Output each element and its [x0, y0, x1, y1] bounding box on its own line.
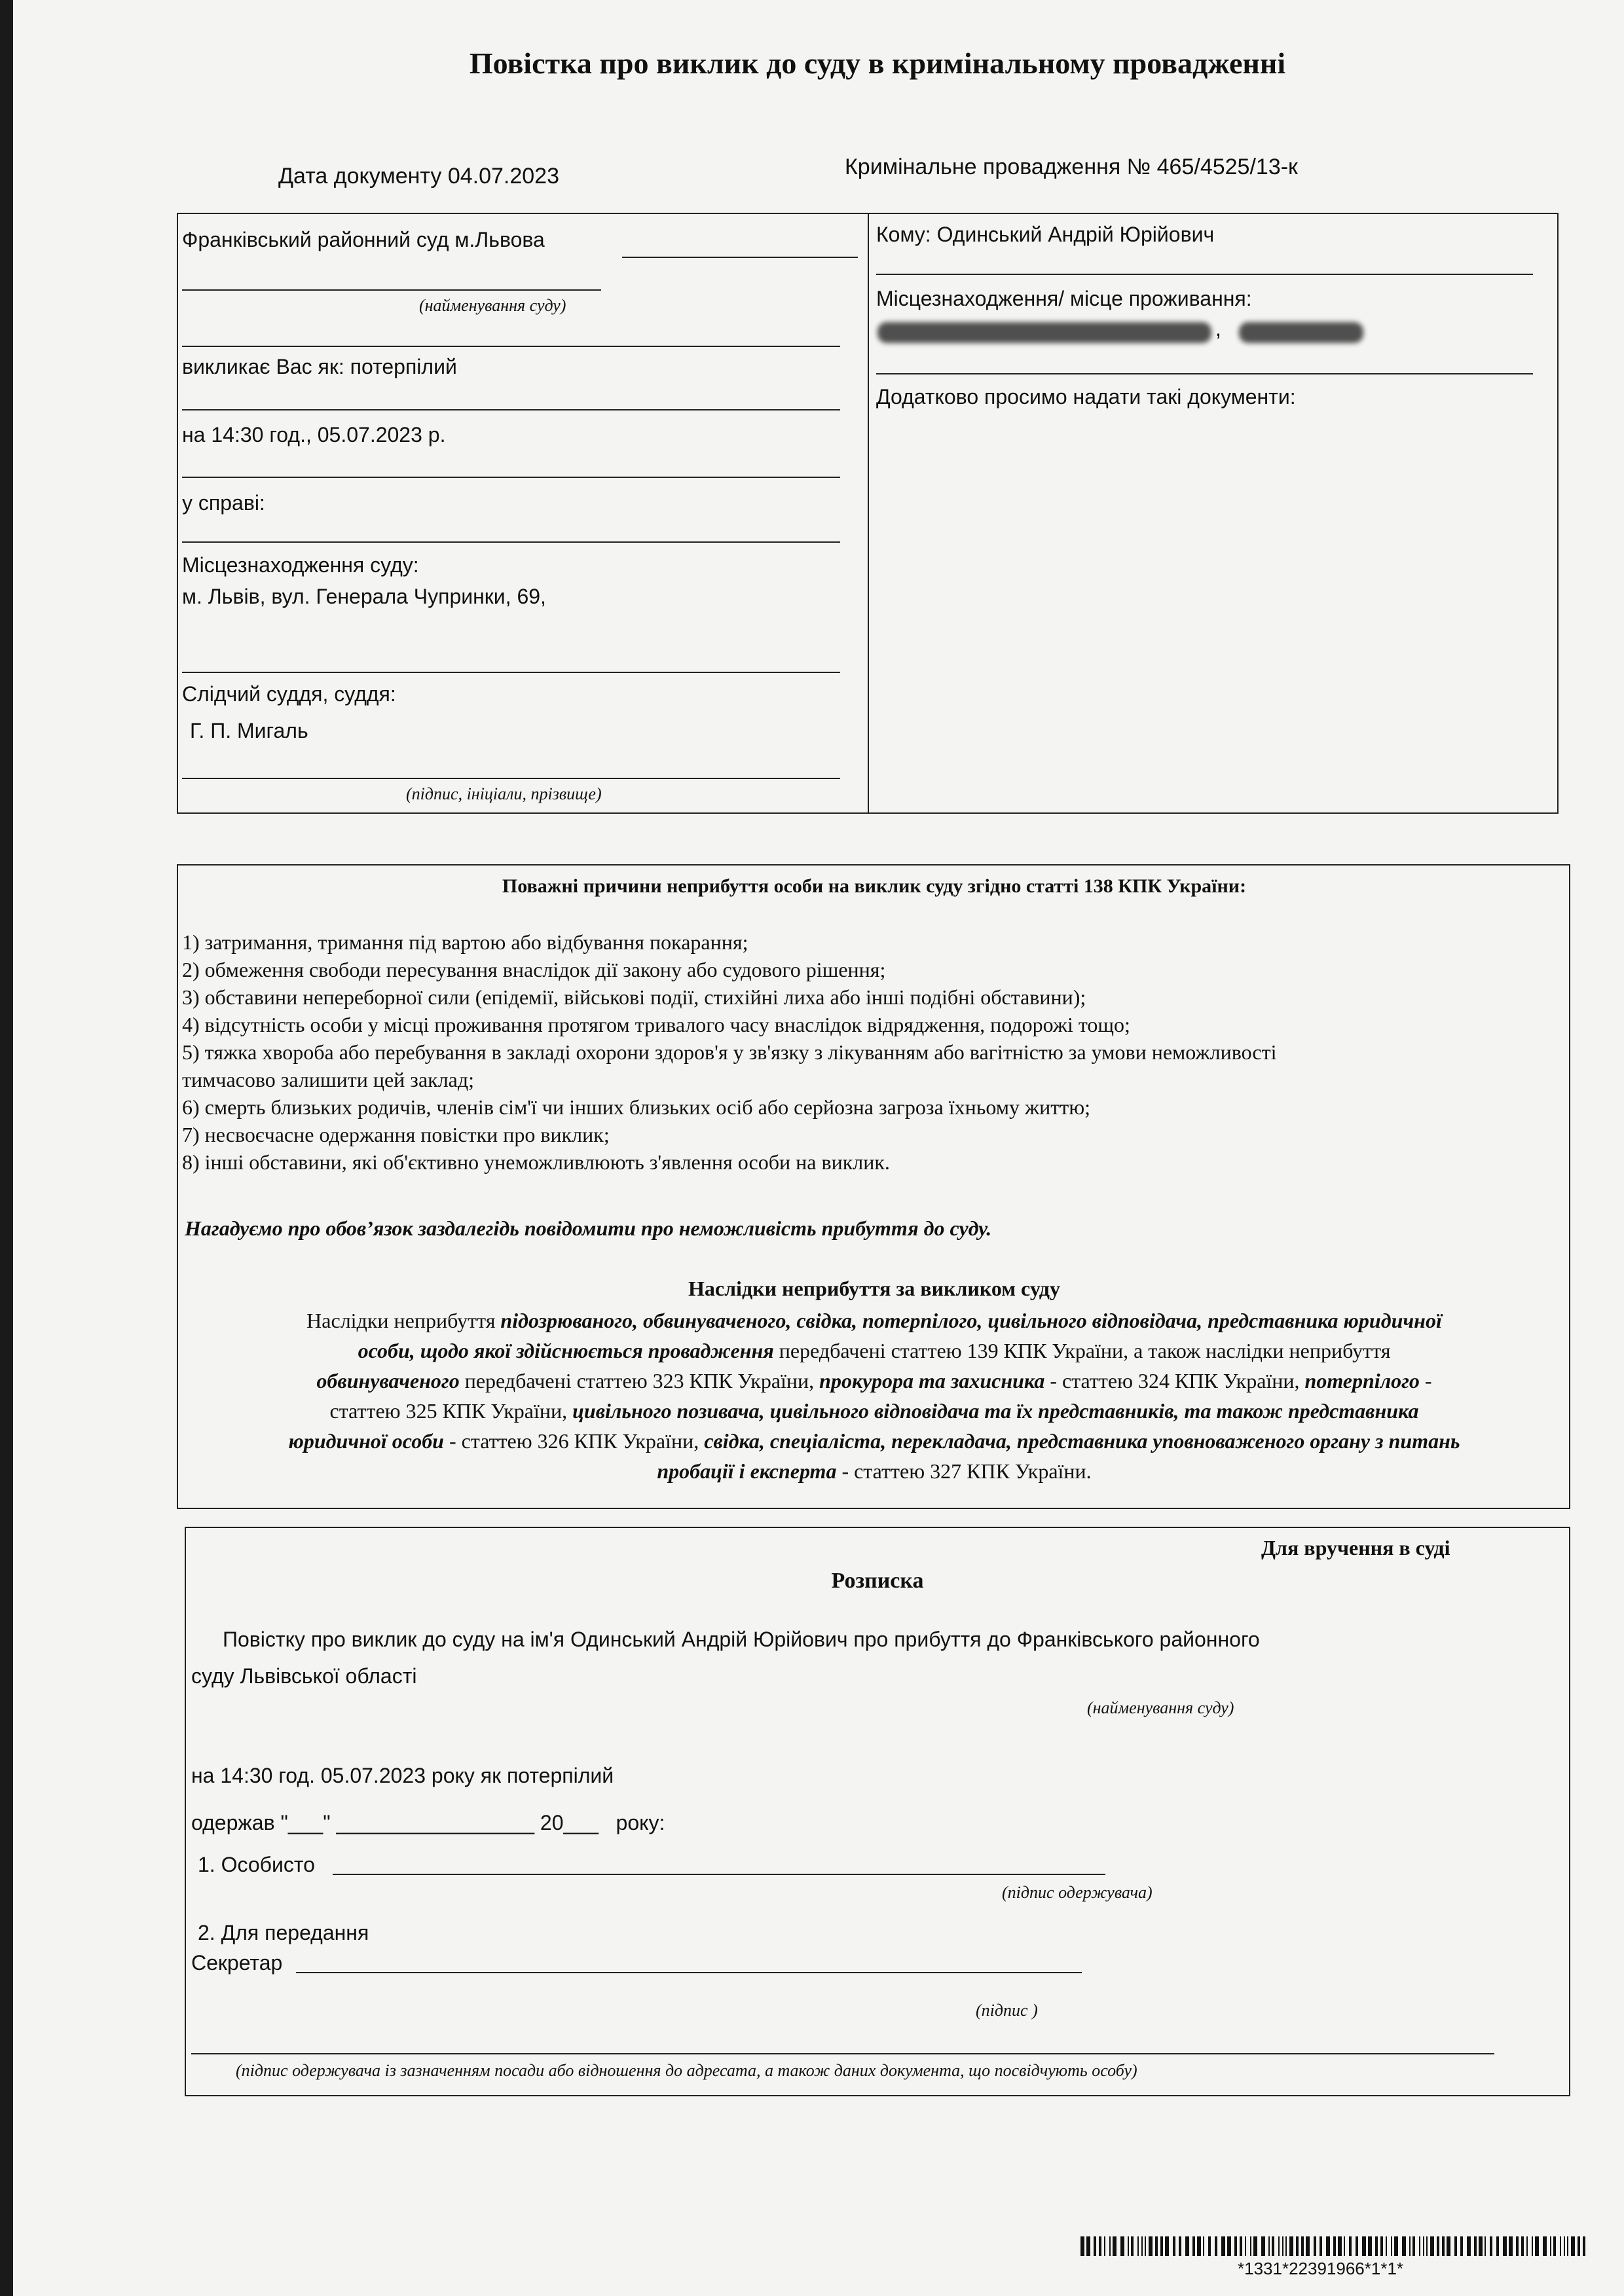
reason-item: 4) відсутність особи у місці проживання протягом тривалого часу внаслідок відрядження, подорожі тощо;: [182, 1013, 1130, 1036]
emphasis-run: обвинуваченого: [316, 1369, 460, 1393]
barcode-bar: [1245, 2236, 1246, 2256]
case-line: у справі:: [182, 491, 265, 515]
barcode-bar: [1301, 2236, 1304, 2256]
barcode-bar: [1165, 2236, 1169, 2256]
barcode-bar: [1149, 2236, 1153, 2256]
consequences-heading: Наслідки неприбуття за викликом суду: [688, 1277, 1060, 1300]
barcode-bar: [1553, 2236, 1556, 2256]
barcode-bar: [1460, 2236, 1463, 2256]
barcode-bar: [1333, 2236, 1336, 2256]
emphasis-run: прокурора та захисника: [819, 1369, 1045, 1393]
barcode-bar: [1120, 2236, 1124, 2256]
barcode-bar: [1215, 2236, 1217, 2256]
transfer-label: 2. Для передання: [198, 1921, 369, 1944]
reason-item: 2) обмеження свободи пересування внаслідок дії закону або судового рішення;: [182, 958, 886, 981]
barcode-bar: [1503, 2236, 1507, 2256]
receipt-paragraph-line2: суду Львівської області: [191, 1664, 417, 1688]
rule-4: [182, 541, 840, 543]
barcode-bar: [1160, 2236, 1163, 2256]
rule-5: [182, 672, 840, 673]
rule-2: [182, 409, 840, 410]
reasons-list: [182, 928, 1564, 1176]
barcode-bar: [1253, 2236, 1257, 2256]
barcode-bar: [1296, 2236, 1299, 2256]
for-court-label: Для вручення в суді: [1261, 1536, 1450, 1559]
reason-item: 3) обставини непереборної сили (епідемії, військові події, стихійні лиха або інші подібні обставини);: [182, 985, 1086, 1009]
barcode-bar: [1474, 2236, 1477, 2256]
barcode-bar: [1583, 2236, 1585, 2256]
emphasis-run: особи, щодо якої здійснюється провадження: [358, 1339, 774, 1362]
barcode-bar: [1430, 2236, 1434, 2256]
personally-label: 1. Особисто: [198, 1853, 315, 1876]
receipt-time-line: на 14:30 год. 05.07.2023 року як потерпілий: [191, 1764, 614, 1787]
barcode-bar: [1447, 2236, 1450, 2256]
documents-label: Додатково просимо надати такі документи:: [876, 385, 1296, 409]
reason-item: 8) інші обставини, які об'єктивно унеможливлюють з'явлення особи на виклик.: [182, 1150, 890, 1174]
emphasis-run: юридичної особи: [288, 1429, 444, 1453]
barcode-bar: [1320, 2236, 1322, 2256]
barcode-bar: [1496, 2236, 1499, 2256]
barcode-bar: [1099, 2236, 1101, 2256]
barcode-bar: [1314, 2236, 1316, 2256]
personally-caption: (підпис одержувача): [1002, 1883, 1153, 1902]
barcode-bar: [1391, 2236, 1392, 2256]
barcode-bar: [1109, 2236, 1111, 2256]
barcode-bar: [1289, 2236, 1293, 2256]
barcode-bar: [1080, 2236, 1084, 2256]
barcode-bar: [1412, 2236, 1415, 2256]
barcode-bar: [1526, 2236, 1528, 2256]
barcode-bar: [1521, 2236, 1524, 2256]
reminder-text: Нагадуємо про обов’язок заздалегідь повідомити про неможливість прибуття до суду.: [185, 1216, 992, 1240]
consequences-line: [180, 1336, 1568, 1366]
court-location-address: м. Львів, вул. Генерала Чупринки, 69,: [182, 585, 546, 608]
reason-item: 7) несвоєчасне одержання повістки про виклик;: [182, 1123, 610, 1146]
barcode-bar: [1550, 2236, 1551, 2256]
barcode-bar: [1094, 2236, 1096, 2256]
barcode-bar: [1509, 2236, 1513, 2256]
court-name-rule: [182, 289, 601, 291]
receipt-paragraph-line1: Повістку про виклик до суду на ім'я Одинський Андрій Юрійович про прибуття до Франківського районного: [223, 1628, 1260, 1651]
text-run: передбачені статтею 323 КПК України,: [459, 1369, 820, 1393]
barcode-bar: [1362, 2236, 1366, 2256]
barcode-bar: [1419, 2236, 1420, 2256]
barcode-bar: [1306, 2236, 1310, 2256]
summons-as: викликає Вас як: потерпілий: [182, 355, 457, 378]
case-number: Кримінальне провадження № 465/4525/13-к: [845, 155, 1298, 179]
address-separator: ,: [1215, 317, 1221, 340]
barcode-bar: [1394, 2236, 1398, 2256]
barcode-bar: [1268, 2236, 1270, 2256]
barcode-bar: [1338, 2236, 1342, 2256]
judge-caption: (підпис, ініціали, прізвище): [406, 784, 602, 803]
barcode-bar: [1173, 2236, 1175, 2256]
barcode-bar: [1240, 2236, 1242, 2256]
barcode-bar: [1516, 2236, 1519, 2256]
barcode-bar: [1532, 2236, 1533, 2256]
barcode-bar: [1086, 2236, 1090, 2256]
consequences-line: [180, 1396, 1568, 1426]
consequences-text: [180, 1305, 1568, 1486]
barcode-bar: [1137, 2236, 1139, 2256]
barcode-bar: [1104, 2236, 1105, 2256]
court-name-blank: [622, 257, 858, 258]
recipient-name: Кому: Одинський Андрій Юрійович: [876, 223, 1215, 246]
text-run: -: [1419, 1369, 1432, 1393]
barcode-bar: [1535, 2236, 1539, 2256]
emphasis-run: пробації і експерта: [657, 1459, 837, 1483]
barcode-bar: [1467, 2236, 1471, 2256]
emphasis-run: підозрюваного, обвинуваченого, свідка, потерпілого, цивільного відповідача, представника юридичної: [500, 1309, 1442, 1332]
barcode-bar: [1402, 2236, 1406, 2256]
text-run: передбачені статтею 139 КПК України, а також наслідки неприбуття: [773, 1339, 1391, 1362]
document-date: Дата документу 04.07.2023: [278, 164, 559, 189]
redacted-street: [877, 322, 1211, 343]
barcode-bar: [1426, 2236, 1428, 2256]
barcode-bar: [1442, 2236, 1445, 2256]
consequences-line: [180, 1366, 1568, 1396]
received-date-line: одержав "___" _________________ 20___ року:: [191, 1811, 665, 1834]
reason-item: 1) затримання, тримання під вартою або відбування покарання;: [182, 930, 748, 954]
barcode-bar: [1454, 2236, 1457, 2256]
barcode-bar: [1261, 2236, 1265, 2256]
barcode-bar: [1227, 2236, 1231, 2256]
barcode-bar: [1571, 2236, 1575, 2256]
barcode: [1080, 2236, 1585, 2256]
barcode-bar: [1131, 2236, 1134, 2256]
receipt-court-caption: (найменування суду): [1087, 1698, 1234, 1717]
barcode-bar: [1192, 2236, 1195, 2256]
barcode-bar: [1437, 2236, 1439, 2256]
barcode-bar: [1368, 2236, 1372, 2256]
rule-3: [182, 477, 840, 478]
secretary-signature-line: [296, 1972, 1082, 1973]
barcode-bar: [1155, 2236, 1158, 2256]
barcode-bar: [1221, 2236, 1225, 2256]
barcode-bar: [1203, 2236, 1204, 2256]
reason-item: 5) тяжка хвороба або перебування в закладі охорони здоров'я у зв'язку з лікуванням або вагітністю за умови неможливості: [182, 1040, 1277, 1064]
text-run: Наслідки неприбуття: [306, 1309, 501, 1332]
barcode-bar: [1564, 2236, 1565, 2256]
recipient-signature-line: [191, 2053, 1494, 2054]
text-run: - статтею 326 КПК України,: [443, 1429, 705, 1453]
court-location-label: Місцезнаходження суду:: [182, 553, 419, 577]
barcode-bar: [1250, 2236, 1251, 2256]
recipient-caption: (підпис одержувача із зазначенням посади або відношення до адресата, а також даних документа, що посвідчують особу): [236, 2061, 1137, 2080]
barcode-bar: [1179, 2236, 1181, 2256]
column-divider: [868, 213, 869, 814]
court-caption: (найменування суду): [419, 296, 566, 315]
barcode-bar: [1113, 2236, 1116, 2256]
barcode-bar: [1380, 2236, 1383, 2256]
judge-rule: [182, 778, 840, 779]
document-sheet: [13, 0, 1624, 2296]
hearing-time: на 14:30 год., 05.07.2023 р.: [182, 423, 446, 446]
document-title: Повістка про виклик до суду в кримінальному провадженні: [469, 46, 1286, 80]
judge-label: Слідчий суддя, суддя:: [182, 682, 396, 706]
barcode-bar: [1375, 2236, 1378, 2256]
recipient-rule: [876, 274, 1533, 275]
text-run: статтею 325 КПК України,: [329, 1399, 573, 1423]
redacted-city: [1239, 322, 1363, 343]
barcode-bar: [1145, 2236, 1146, 2256]
barcode-bar: [1208, 2236, 1211, 2256]
barcode-bar: [1141, 2236, 1143, 2256]
barcode-bar: [1285, 2236, 1287, 2256]
barcode-bar: [1409, 2236, 1411, 2256]
barcode-bar: [1479, 2236, 1483, 2256]
emphasis-run: цивільного позивача, цивільного відповідача та їх представників, та також представника: [572, 1399, 1419, 1423]
court-name: Франківський районний суд м.Львова: [182, 228, 545, 251]
residence-rule: [876, 373, 1533, 374]
residence-label: Місцезнаходження/ місце проживання:: [876, 287, 1252, 310]
barcode-bar: [1185, 2236, 1189, 2256]
emphasis-run: потерпілого: [1304, 1369, 1420, 1393]
barcode-bar: [1485, 2236, 1486, 2256]
consequences-line: [180, 1305, 1568, 1336]
secretary-caption: (підпис ): [976, 2001, 1038, 2020]
secretary-label: Секретар: [191, 1951, 283, 1975]
barcode-bar: [1567, 2236, 1568, 2256]
personally-signature-line: [333, 1874, 1105, 1875]
consequences-line: [180, 1456, 1568, 1486]
barcode-bar: [1349, 2236, 1352, 2256]
barcode-bar: [1344, 2236, 1345, 2256]
barcode-bar: [1423, 2236, 1424, 2256]
barcode-bar: [1560, 2236, 1561, 2256]
text-run: - статтею 327 КПК України.: [836, 1459, 1092, 1483]
barcode-text: *1331*22391966*1*1*: [1238, 2259, 1404, 2278]
reasons-heading: Поважні причини неприбуття особи на виклик суду згідно статті 138 КПК України:: [502, 875, 1247, 897]
receipt-title: Розписка: [831, 1569, 924, 1593]
barcode-bar: [1234, 2236, 1237, 2256]
barcode-bar: [1272, 2236, 1274, 2256]
barcode-bar: [1278, 2236, 1280, 2256]
barcode-bar: [1128, 2236, 1129, 2256]
barcode-bar: [1578, 2236, 1580, 2256]
text-run: - статтею 324 КПК України,: [1044, 1369, 1305, 1393]
consequences-line: [180, 1426, 1568, 1456]
barcode-bar: [1490, 2236, 1492, 2256]
rule-1: [182, 346, 840, 347]
barcode-bar: [1543, 2236, 1547, 2256]
reason-item: 6) смерть близьких родичів, членів сім'ї чи інших близьких осіб або серйозна загроза їхньому життю;: [182, 1095, 1091, 1119]
emphasis-run: свідка, спеціаліста, перекладача, представника уповноваженого органу з питань: [704, 1429, 1460, 1453]
barcode-bar: [1356, 2236, 1358, 2256]
barcode-bar: [1197, 2236, 1201, 2256]
barcode-bar: [1326, 2236, 1330, 2256]
judge-name: Г. П. Мигаль: [190, 719, 308, 742]
barcode-bar: [1386, 2236, 1387, 2256]
reason-item: тимчасово залишити цей заклад;: [182, 1068, 475, 1091]
barcode-bar: [1282, 2236, 1283, 2256]
